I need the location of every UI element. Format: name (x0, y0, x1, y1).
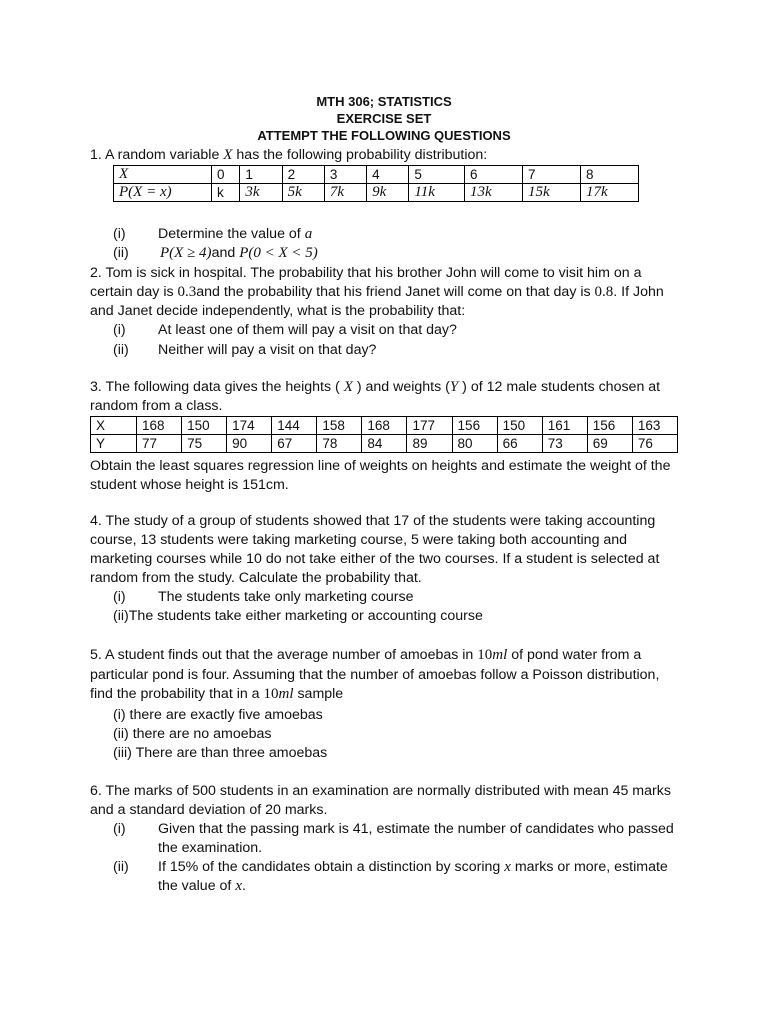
q5-line-1: 5. A student finds out that the average number of amoebas in 10ml of pond water from a (90, 647, 642, 663)
table-cell: 144 (272, 417, 317, 435)
q2-part-i: At least one of them will pay a visit on that day? (158, 322, 457, 338)
q6-part-i-label: (i) (113, 821, 126, 837)
q3-line-2: random from a class. (90, 398, 223, 414)
q3-data-table (90, 416, 678, 453)
q3-after-line-1: Obtain the least squares regression line of weights on heights and estimate the weight of the (90, 458, 671, 474)
table-cell: 3k (240, 184, 282, 202)
exercise-set-title: EXERCISE SET (336, 111, 432, 126)
table-cell: 163 (632, 417, 677, 435)
table-cell: 168 (362, 417, 407, 435)
table-cell: 177 (407, 417, 452, 435)
q2-line-1: 2. Tom is sick in hospital. The probability that his brother John will come to visit him on a (90, 265, 642, 281)
q4-line-4: random from the study. Calculate the probability that. (90, 570, 422, 586)
q5-line-3: find the probability that in a 10ml sample (90, 686, 344, 702)
q4-line-1: 4. The study of a group of students showed that 17 of the students were taking accounting (90, 513, 656, 529)
table-row (114, 166, 639, 184)
q4-line-2: course, 13 students were taking marketing course, 5 were taking both accounting and (90, 532, 628, 548)
q2-line-3: and Janet decide independently, what is the probability that: (90, 303, 466, 319)
table-cell: 6 (465, 166, 523, 184)
q2-part-ii-label: (ii) (113, 342, 129, 358)
table-cell: 161 (542, 417, 587, 435)
table-cell: 89 (407, 435, 452, 453)
q6-part-i-line-2: the examination. (158, 840, 263, 856)
q1-part-i: Determine the value of a (158, 226, 313, 242)
table-cell: 158 (317, 417, 362, 435)
table-cell: 69 (587, 435, 632, 453)
table-cell: 174 (227, 417, 272, 435)
table-row (91, 435, 678, 453)
q6-line-1: 6. The marks of 500 students in an examination are normally distributed with mean 45 marks (90, 783, 671, 799)
q1-part-ii: P(X ≥ 4)and P(0 < X < 5) (160, 245, 318, 261)
table-cell: 5k (282, 184, 324, 202)
q2-part-i-label: (i) (113, 322, 126, 338)
q4-part-ii: (ii)The students take either marketing or accounting course (113, 608, 483, 624)
table-cell: k (212, 184, 240, 202)
q1-distribution-table (113, 165, 639, 202)
instruction-heading: ATTEMPT THE FOLLOWING QUESTIONS (257, 128, 511, 143)
q4-part-i-label: (i) (113, 589, 126, 605)
table-cell: 66 (497, 435, 542, 453)
table-cell: 1 (240, 166, 282, 184)
table-cell: X (91, 417, 137, 435)
table-cell: 7k (324, 184, 366, 202)
table-row (114, 184, 639, 202)
table-cell: 15k (522, 184, 580, 202)
table-cell: 7 (522, 166, 580, 184)
q5-part-ii: (ii) there are no amoebas (113, 726, 272, 742)
table-cell: 76 (632, 435, 677, 453)
table-cell: 8 (580, 166, 638, 184)
q6-part-i-line-1: Given that the passing mark is 41, estimate the number of candidates who passed (158, 821, 674, 837)
table-cell: P(X = x) (114, 184, 212, 202)
q5-line-2: particular pond is four. Assuming that the number of amoebas follow a Poisson distribution, (90, 667, 660, 683)
table-cell: 90 (227, 435, 272, 453)
table-cell: 84 (362, 435, 407, 453)
table-cell: 2 (282, 166, 324, 184)
q1-part-i-label: (i) (113, 226, 126, 242)
table-cell: 5 (409, 166, 465, 184)
table-cell: 11k (409, 184, 465, 202)
table-cell: X (114, 166, 212, 184)
q3-line-1: 3. The following data gives the heights ( X ) and weights (Y ) of 12 male students chosen at (90, 379, 661, 395)
table-cell: 80 (452, 435, 497, 453)
table-cell: 9k (367, 184, 409, 202)
q3-after-line-2: student whose height is 151cm. (90, 477, 289, 493)
table-cell: 73 (542, 435, 587, 453)
table-cell: 150 (182, 417, 227, 435)
q5-part-i: (i) there are exactly five amoebas (113, 707, 323, 723)
q4-line-3: marketing courses while 10 do not take either of the two courses. If a student is selected at (90, 551, 660, 567)
table-cell: 78 (317, 435, 362, 453)
table-cell: 17k (580, 184, 638, 202)
course-title: MTH 306; STATISTICS (316, 94, 452, 109)
table-cell: 150 (497, 417, 542, 435)
table-cell: 75 (182, 435, 227, 453)
q2-part-ii: Neither will pay a visit on that day? (158, 342, 377, 358)
table-cell: 77 (137, 435, 182, 453)
q4-part-i: The students take only marketing course (158, 589, 414, 605)
q1-intro: 1. A random variable X has the following probability distribution: (90, 147, 488, 163)
q6-line-2: and a standard deviation of 20 marks. (90, 802, 328, 818)
table-cell: 156 (587, 417, 632, 435)
q6-part-ii-line-2: the value of x. (158, 878, 246, 894)
table-cell: 3 (324, 166, 366, 184)
q2-line-2: certain day is 0.3and the probability that his friend Janet will come on that day is 0.8. If John (90, 284, 664, 300)
table-cell: 168 (137, 417, 182, 435)
q5-part-iii: (iii) There are than three amoebas (113, 745, 328, 761)
table-cell: Y (91, 435, 137, 453)
table-cell: 67 (272, 435, 317, 453)
table-cell: 156 (452, 417, 497, 435)
table-cell: 0 (212, 166, 240, 184)
table-row (91, 417, 678, 435)
q6-part-ii-line-1: If 15% of the candidates obtain a distinction by scoring x marks or more, estimate (158, 859, 668, 875)
table-cell: 4 (367, 166, 409, 184)
table-cell: 13k (465, 184, 523, 202)
q1-part-ii-label: (ii) (113, 245, 129, 261)
q6-part-ii-label: (ii) (113, 859, 129, 875)
